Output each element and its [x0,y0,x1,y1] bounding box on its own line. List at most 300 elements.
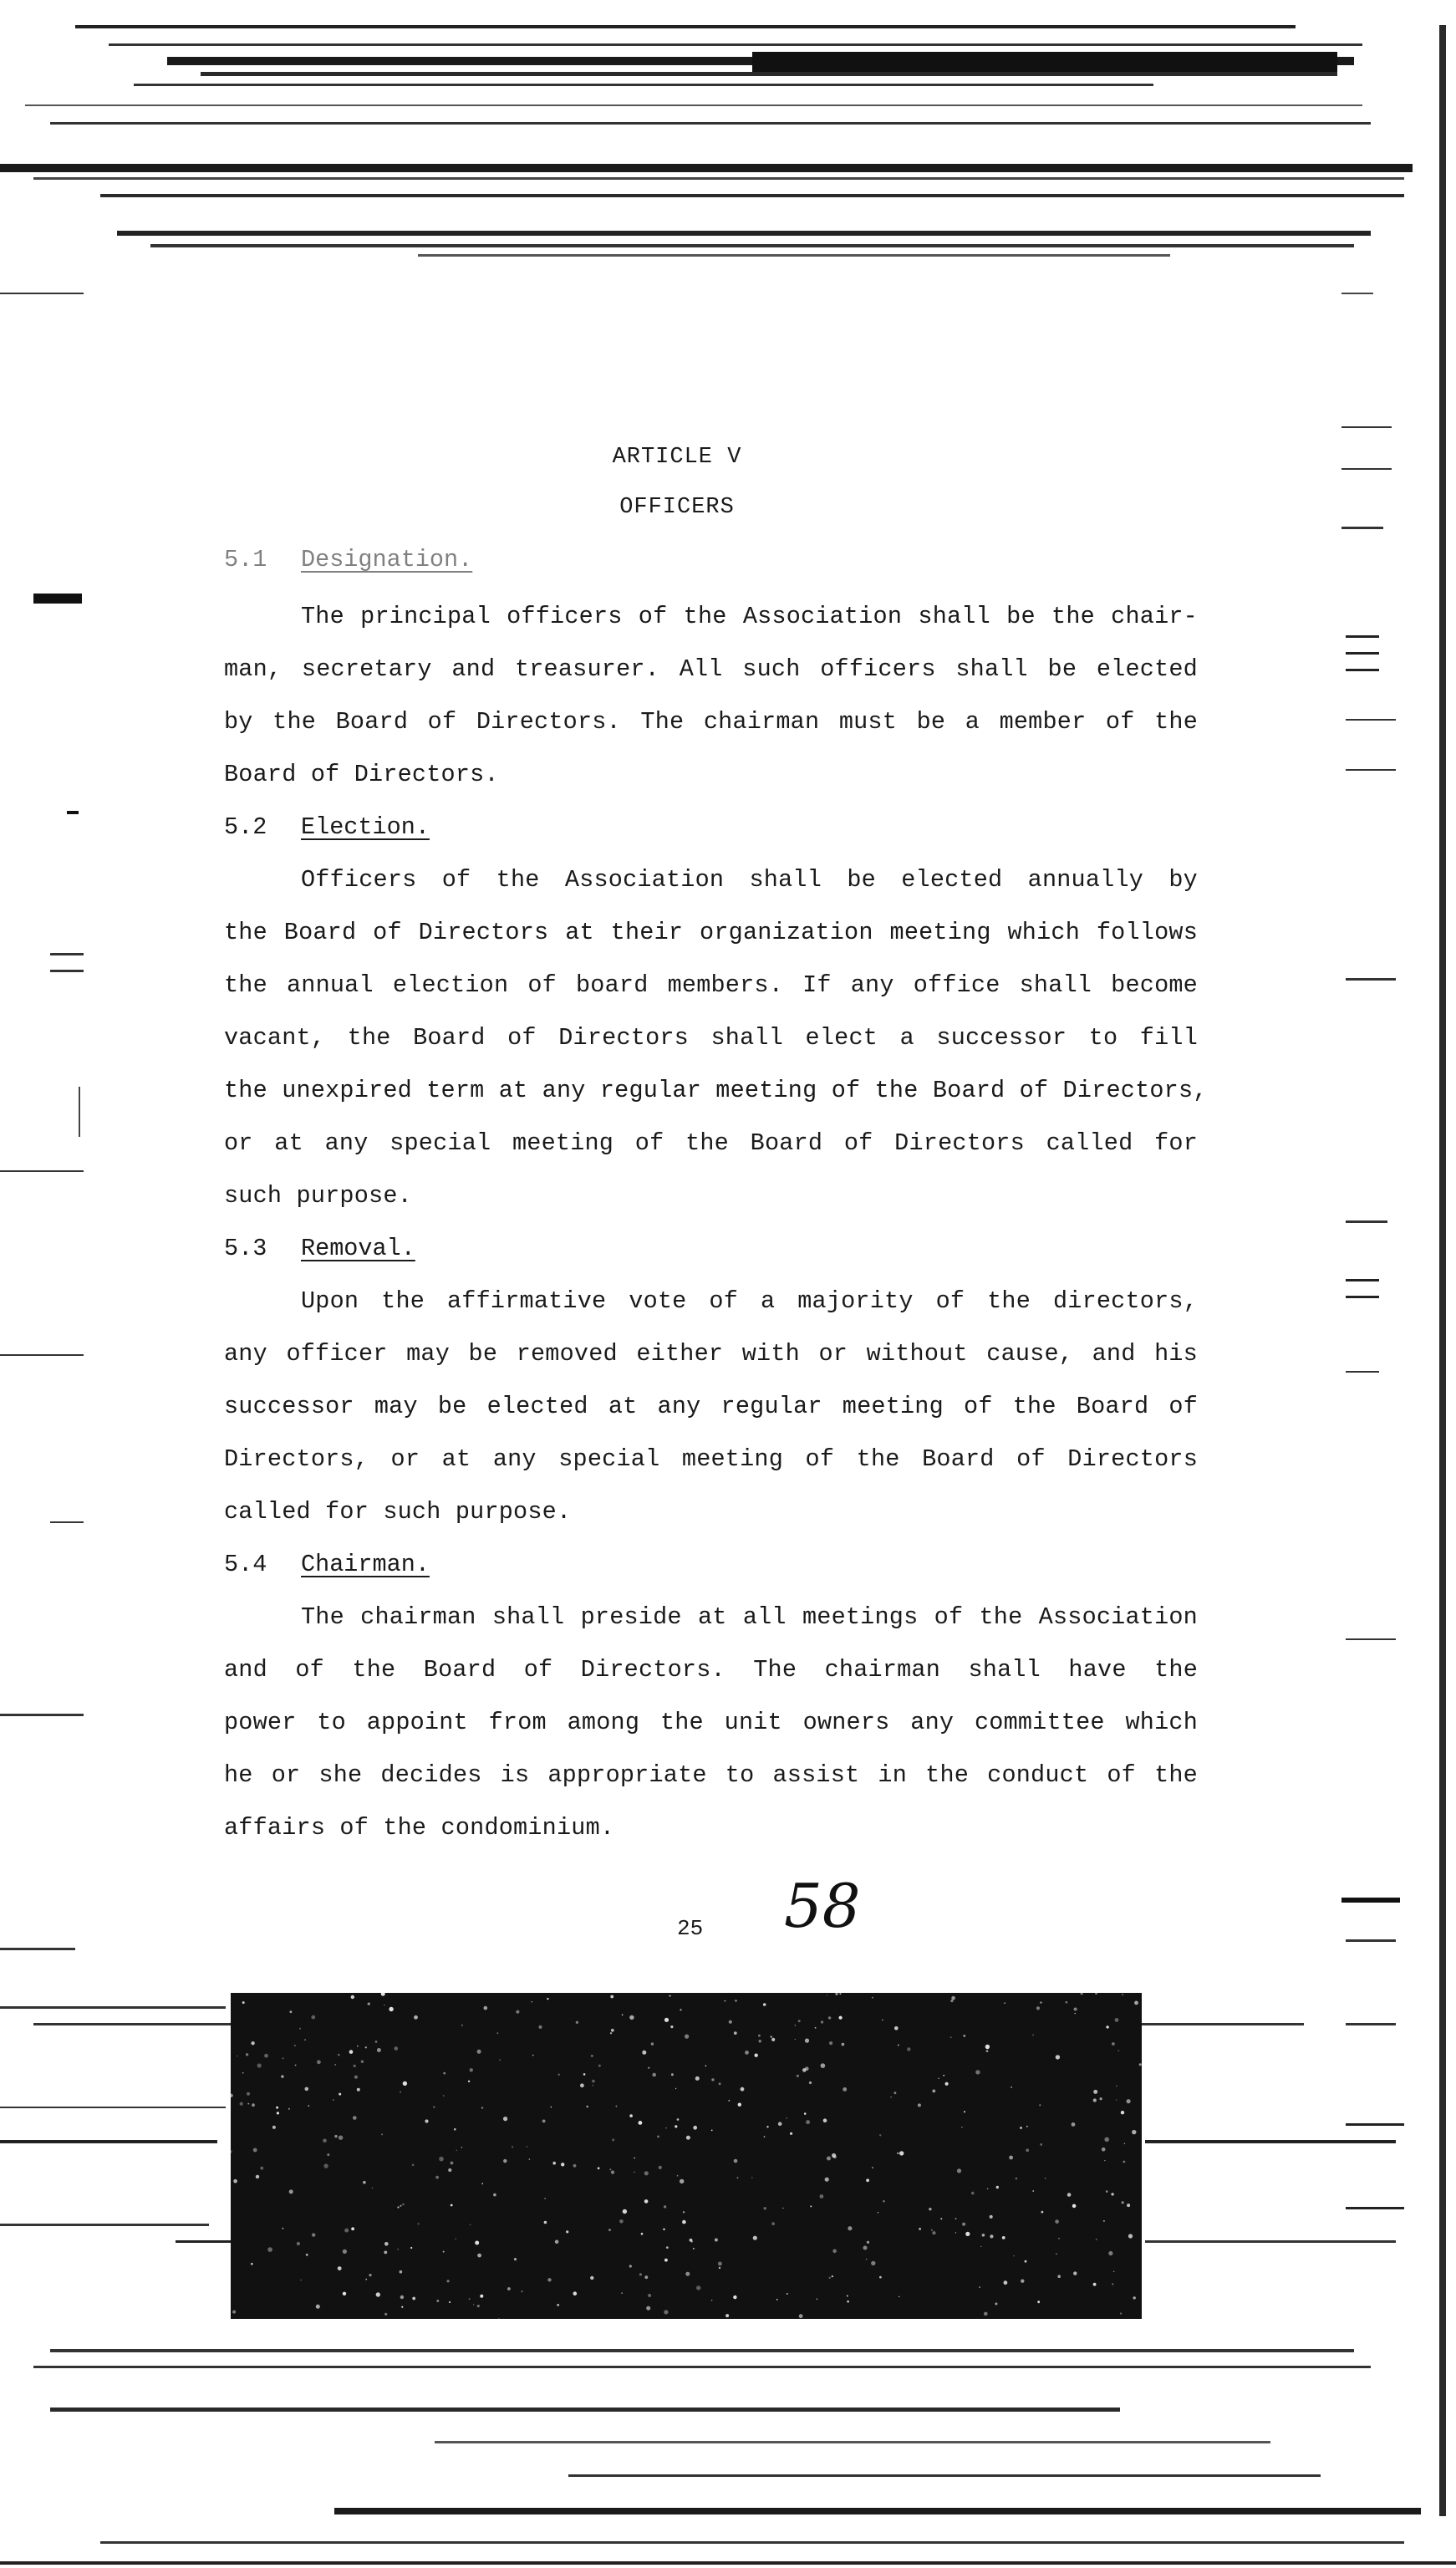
scan-speckle [799,2314,803,2318]
scan-speckle [619,2219,624,2224]
scan-speckle [872,1997,873,1999]
scan-speckle [790,2132,792,2135]
paragraph-line: by the Board of Directors. The chairman must be a member of the [224,708,1198,736]
scan-speckle [666,2246,669,2249]
paragraph-line: affairs of the condominium. [224,1814,615,1842]
scan-speckle [1040,2143,1042,2146]
scan-speckle [1009,2156,1013,2160]
scan-speckle [641,2233,644,2235]
scan-speckle [283,2228,284,2229]
scan-speckle [847,2295,848,2297]
scan-speckle [288,2108,290,2110]
scan-speckle [644,2171,649,2175]
scan-speckle [395,2046,399,2051]
scan-speckle [361,2061,364,2063]
scan-speckle [496,2032,498,2034]
scan-speckle [945,2082,949,2086]
scan-speckle [728,2100,730,2102]
scan-speckle [372,2188,374,2189]
paragraph-line: successor may be elected at any regular meeting of the Board of [224,1393,1198,1420]
scan-speckle [975,2070,980,2074]
scan-speckle [384,2313,387,2316]
scan-speckle [622,2014,624,2015]
scan-speckle [832,2275,833,2277]
scan-speckle [955,2232,956,2233]
scan-speckle [300,2280,302,2281]
scan-speckle [1072,2204,1077,2209]
scan-speckle [957,2168,961,2173]
scan-speckle [995,2303,997,2306]
scan-speckle [377,2048,381,2052]
scan-speckle [809,2081,812,2084]
scan-speckle [532,2055,534,2056]
scan-speckle [894,2092,897,2094]
scan-speckle [1045,2178,1046,2179]
scan-speckle [1073,2271,1077,2275]
scan-speckle [1100,2097,1102,2100]
scan-speckle [400,2205,401,2207]
scan-speckle [1093,2098,1097,2102]
scan-speckle [369,2274,371,2276]
scan-speckle [529,2158,531,2160]
scan-speckle [755,2054,758,2057]
scan-speckle [735,2000,737,2002]
scan-speckle [253,2148,257,2153]
scan-speckle [839,2016,843,2020]
scan-speckle [299,2028,301,2030]
scan-speckle [304,2039,306,2041]
scan-speckle [454,2128,456,2131]
section-heading [224,1548,430,1582]
scan-speckle [1127,2099,1131,2103]
scan-speckle [648,2294,651,2297]
scan-speckle [664,2205,666,2208]
scan-speckle [815,2027,817,2029]
scan-speckle [334,2064,336,2066]
paragraph-line: power to appoint from among the unit owners any committee which [224,1709,1198,1736]
scan-speckle [639,2121,643,2125]
scan-speckle [247,2092,250,2096]
scan-speckle [866,2259,868,2260]
scan-speckle [664,2259,668,2262]
scan-speckle [439,2157,444,2162]
scan-speckle [544,2221,547,2224]
scan-speckle [251,2263,253,2265]
scan-speckle [677,2175,679,2177]
scan-speckle [634,2158,635,2159]
scan-speckle [592,2080,595,2083]
scan-speckle [829,2277,831,2279]
scan-speckle [696,2285,700,2290]
scan-speckle [516,2010,519,2014]
section-title: Removal. [301,1235,415,1262]
scan-speckle [264,2054,268,2058]
paragraph-line: called for such purpose. [224,1498,572,1526]
scan-speckle [734,2159,738,2163]
scan-speckle [242,2001,245,2004]
scan-speckle [1112,2042,1115,2046]
scan-speckle [829,2041,832,2045]
scan-speckle [734,2031,737,2035]
scan-speckle [449,2301,451,2303]
scan-speckle [566,2230,568,2233]
scan-speckle [477,2050,481,2054]
scan-speckle [252,2103,255,2107]
scan-speckle [962,2223,965,2226]
scan-speckle [950,2000,953,2002]
scan-speckle [334,2135,337,2137]
scan-speckle [1124,2143,1125,2144]
scan-speckle [473,2304,474,2305]
scan-speckle [410,2247,412,2249]
scan-speckle [705,2065,707,2066]
scan-speckle [733,2295,736,2299]
scan-speckle [828,2016,831,2019]
scan-speckle [590,2276,593,2280]
paragraph-line: such purpose. [224,1182,412,1210]
scan-speckle [842,2043,845,2046]
scan-speckle [323,2163,328,2168]
scan-speckle [447,2280,450,2282]
scan-speckle [455,2239,456,2240]
scan-speckle [475,2241,479,2245]
scan-speckle [745,2051,749,2055]
paragraph-line: any officer may be removed either with or without cause, and his [224,1340,1198,1368]
scan-speckle [1056,2254,1057,2255]
scan-speckle [951,1996,955,2000]
scan-speckle [257,2063,262,2067]
scan-speckle [664,2310,668,2314]
scan-speckle [821,2063,826,2068]
scan-speckle [866,2178,869,2182]
scan-speckle [899,2151,904,2155]
scan-speckle [670,2025,673,2028]
scan-speckle [764,2207,766,2209]
scan-speckle [985,2045,990,2049]
scan-speckle [547,1998,548,2000]
scan-speckle [480,2295,483,2298]
scan-speckle [1139,2063,1142,2066]
scan-speckle [500,2060,501,2061]
scan-speckle [659,2166,662,2169]
scan-speckle [311,2015,315,2020]
scan-speckle [759,2040,761,2042]
scan-speckle [685,2272,690,2276]
article-heading: ARTICLE V [612,445,742,470]
scan-speckle [611,2171,614,2174]
scan-speckle [246,2053,248,2056]
scan-speckle [305,2087,309,2092]
scan-speckle [547,2278,551,2281]
scan-speckle [832,2250,837,2254]
scan-speckle [1122,2201,1124,2204]
scan-speckle [753,2236,757,2240]
scan-speckle [1121,2111,1124,2114]
scan-speckle [805,2039,809,2043]
scan-speckle [610,1995,613,1999]
scan-speckle [804,2112,807,2115]
scan-speckle [251,2041,254,2045]
scan-speckle [484,2006,488,2010]
scan-speckle [418,2223,420,2224]
scan-speckle [843,2087,847,2092]
scan-speckle [623,2209,627,2214]
scan-speckle [629,2114,633,2117]
scan-speckle [898,2045,899,2046]
scan-speckle [979,2286,980,2288]
scan-speckle [776,2299,778,2300]
scan-speckle [586,2106,588,2108]
scan-speckle [503,2117,507,2121]
section-title: Designation. [301,546,473,573]
scan-speckle [737,2177,739,2178]
scan-speckle [357,2088,360,2092]
scan-speckle [1116,2086,1117,2087]
scan-speckle [1096,2239,1097,2240]
scan-speckle [741,2087,745,2092]
scan-speckle [451,2162,454,2165]
scan-speckle [555,2240,559,2244]
scan-speckle [598,2167,600,2169]
scan-speckle [963,2035,965,2037]
scan-speckle [1122,1994,1123,1995]
scan-speckle [771,2222,775,2225]
scan-speckle [1032,2035,1034,2036]
scan-speckle [719,2267,720,2269]
scan-speckle [580,2083,584,2087]
scan-speckle [412,2297,415,2300]
scan-speckle [669,1995,671,1997]
scan-speckle [425,2119,428,2122]
scan-speckle [1013,2255,1015,2257]
scan-speckle [353,2116,357,2120]
scan-speckle [295,2065,297,2066]
scan-speckle [621,2292,623,2294]
scan-speckle [711,2130,713,2132]
scan-speckle [308,2105,309,2107]
scan-speckle [468,2081,470,2082]
scan-speckle [965,2232,970,2236]
scan-speckle [443,2251,445,2253]
scan-speckle [725,2000,726,2002]
scan-speckle [384,2005,385,2006]
scan-speckle [498,2318,499,2319]
scan-speckle [551,2107,552,2108]
scan-speckle [1072,2122,1076,2127]
scan-speckle [1067,2193,1072,2197]
scan-speckle [1032,2190,1034,2192]
scan-speckle [339,2093,341,2096]
scan-speckle [778,2122,782,2126]
scan-speckle [514,2258,517,2260]
scan-speckle [671,2073,674,2076]
scan-speckle [283,2057,284,2059]
scan-speckle [964,2111,965,2112]
paragraph-line: The principal officers of the Association shall be the chair- [301,603,1198,630]
scan-speckle [1123,2161,1125,2163]
scan-speckle [470,2224,471,2225]
scan-speckle [984,2312,988,2316]
scan-speckle [503,2159,507,2163]
paragraph-line: vacant, the Board of Directors shall elect a successor to fill [224,1024,1198,1052]
scan-speckle [1133,2296,1136,2299]
scan-speckle [402,2204,404,2205]
scan-speckle [729,2020,732,2024]
scan-speckle [583,2073,586,2076]
scan-speckle [805,2066,809,2071]
scan-speckle [448,2168,451,2172]
scan-speckle [950,2036,952,2038]
scan-speckle [481,2183,483,2184]
scan-speckle [477,2254,481,2258]
scan-speckle [277,2112,279,2114]
scan-speckle [766,2126,768,2127]
scan-speckle [648,2067,649,2069]
scan-speckle [456,2150,457,2151]
scan-speckle [987,2188,988,2189]
scan-speckle [787,2293,788,2295]
scan-speckle [609,2168,611,2170]
paragraph-line: man, secretary and treasurer. All such officers shall be elected [224,655,1198,683]
scan-speckle [469,2298,471,2300]
scan-speckle [1004,2280,1008,2285]
scan-speckle [376,2292,380,2296]
scan-speckle [718,2262,722,2266]
scan-speckle [333,2099,334,2101]
scan-speckle [675,2088,676,2089]
scan-speckle [931,2229,933,2231]
scan-speckle [591,2055,593,2057]
scan-speckle [507,2287,511,2290]
scan-speckle [354,2076,358,2079]
scan-speckle [368,2003,370,2005]
scan-speckle [316,2305,320,2309]
paragraph-line: the Board of Directors at their organization meeting which follows [224,919,1198,946]
scan-speckle [682,2220,686,2224]
scan-speckle [1093,2090,1097,2094]
scan-speckle [651,2042,654,2045]
scan-speckle [354,2065,356,2067]
scan-speckle [1016,2178,1017,2179]
scan-speckle [666,2127,667,2128]
scan-speckle [1058,2238,1060,2239]
scan-speckle [1132,2130,1136,2134]
scan-speckle [693,2126,697,2130]
scan-speckle [847,2300,849,2303]
scan-speckle [1026,2148,1029,2152]
scan-speckle [339,2136,343,2140]
scan-speckle [389,2007,393,2011]
scan-speckle [573,2164,577,2168]
scan-speckle [1021,2280,1024,2283]
scan-speckle [961,2127,963,2128]
scan-speckle [338,2054,340,2056]
scan-speckle [629,2265,632,2267]
paragraph-line: he or she decides is appropriate to assist in the conduct of the [224,1761,1198,1789]
scan-speckle [932,2231,935,2234]
scan-speckle [817,2299,818,2300]
section-number: 5.2 [224,813,267,841]
scan-speckle [1055,2219,1059,2224]
scan-speckle [1111,2193,1113,2195]
scan-speckle [738,2103,741,2107]
scan-speckle [642,2051,646,2055]
scan-speckle [561,2163,564,2166]
paragraph-line: the annual election of board members. If any office shall become [224,971,1198,999]
scan-speckle [267,2247,272,2252]
scan-speckle [598,2065,601,2067]
scan-speckle [1036,2006,1040,2010]
scan-speckle [1025,2260,1027,2263]
scan-speckle [806,2120,810,2124]
scan-speckle [610,2032,612,2034]
scan-speckle [433,2107,435,2108]
scan-speckle [1116,2100,1117,2101]
scan-speckle [680,2179,684,2183]
section-number: 5.3 [224,1235,267,1262]
section-number: 5.1 [224,546,267,573]
scan-speckle [771,2036,772,2037]
scan-speckle [1075,2013,1076,2014]
scan-speckle [256,2175,259,2178]
scan-speckle [297,2242,300,2245]
scan-speckle [461,2147,463,2148]
scan-speckle [758,2035,761,2037]
scan-speckle [1128,2234,1133,2238]
scan-speckle [823,2118,827,2122]
scan-speckle [289,2189,293,2194]
scan-speckle [400,2295,404,2299]
scan-speckle [719,2082,721,2085]
scan-speckle [711,2078,714,2081]
scan-speckle [247,2103,249,2105]
scan-speckle [820,2194,824,2199]
scan-speckle [771,2038,775,2041]
scan-speckle [294,2045,296,2046]
scan-speckle [986,2050,989,2052]
scan-speckle [1134,2001,1138,2005]
scan-speckle [365,2279,367,2280]
scan-speckle [312,2233,315,2236]
scan-speckle [644,2275,648,2279]
scan-speckle [608,2229,611,2231]
scan-speckle [384,2251,387,2255]
scan-speckle [848,2226,852,2230]
scan-speckle [879,2134,881,2136]
scan-speckle [349,2050,354,2054]
scan-speckle [686,2136,690,2140]
paragraph-line: Board of Directors. [224,761,499,788]
scan-speckle [403,2081,407,2086]
scan-speckle [451,2204,453,2207]
scan-speckle [683,2211,685,2213]
scan-speckle [397,2249,398,2250]
section-title: Election. [301,813,430,841]
scan-speckle [242,2072,244,2074]
scan-speckle [1037,2300,1040,2303]
scan-speckle [1112,2283,1113,2285]
scan-speckle [363,2181,366,2184]
scan-speckle [281,2075,283,2077]
scan-speckle [711,2300,713,2301]
scan-speckle [1002,2236,1005,2239]
scan-speckle [1039,2104,1041,2106]
scan-speckle [971,2192,975,2195]
scan-speckle [677,2118,680,2121]
scan-speckle [470,2068,473,2071]
scan-speckle [827,2157,831,2161]
scan-speckle [338,2266,342,2270]
